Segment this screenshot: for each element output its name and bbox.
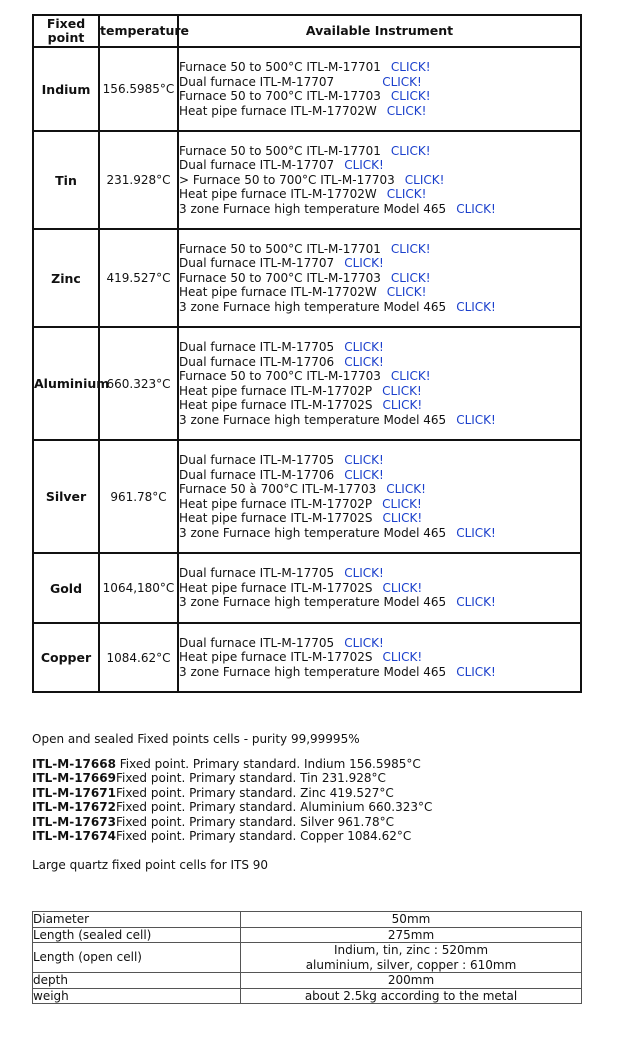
fixed-point-temperature: 156.5985°C [99,47,178,131]
click-link[interactable]: CLICK! [344,158,384,173]
quartz-title: Large quartz fixed point cells for ITS 90 [32,858,269,872]
fixed-point-temperature: 1084.62°C [99,623,178,692]
spec-value-line: Indium, tin, zinc : 520mm [333,943,489,957]
instrument-item [179,355,580,370]
fixed-points-table [32,14,582,693]
reference-item [32,771,432,785]
click-link[interactable]: CLICK! [386,103,427,118]
instrument-list [178,440,581,553]
instrument-label: Heat pipe furnace ITL-M-17702W [179,187,377,202]
spec-key: depth [33,973,241,989]
instrument-label: 3 zone Furnace high temperature Model 465 [179,299,447,314]
instrument-label: Heat pipe furnace ITL-M-17702S [179,650,373,665]
instrument-label: Heat pipe furnace ITL-M-17702S [179,580,373,595]
reference-list [32,757,432,843]
instrument-label: Furnace 50 to 700°C ITL-M-17703 [179,270,381,285]
spec-value [241,988,582,1004]
spec-value-line: aluminium, silver, copper : 610mm [305,957,517,972]
instrument-item [179,242,580,257]
instrument-item [179,595,580,610]
spec-key: Length (open cell) [33,943,241,973]
fixed-point-name: Zinc [33,229,99,327]
instrument-label: 3 zone Furnace high temperature Model 465 [179,664,447,679]
instrument-label: Furnace 50 to 700°C ITL-M-17703 [179,369,381,383]
click-link[interactable]: CLICK! [382,580,423,595]
instrument-item [179,581,580,596]
instrument-item [179,468,580,483]
instrument-label: Furnace 50 to 500°C ITL-M-17701 [179,60,381,74]
click-link[interactable]: CLICK! [390,143,431,158]
instrument-item [179,256,580,271]
fixed-point-temperature: 1064,180°C [99,553,178,623]
instrument-item [179,511,580,526]
table-header-row [33,15,581,47]
instrument-item [179,187,580,202]
click-link[interactable]: CLICK! [344,340,384,354]
instrument-label: Heat pipe furnace ITL-M-17702W [179,285,377,300]
fixed-point-temperature: 419.527°C [99,229,178,327]
instrument-item [179,60,580,75]
table-row [33,47,581,131]
instrument-list [178,47,581,131]
reference-code: ITL-M-17674 [32,829,116,844]
instrument-list [178,131,581,229]
click-link[interactable]: CLICK! [344,635,384,650]
spec-row [33,943,582,973]
instrument-item [179,482,580,497]
table-row [33,623,581,692]
instrument-label: Dual furnace ITL-M-17707 [179,158,335,173]
reference-description: Fixed point. Primary standard. Silver 961.78°C [115,814,395,829]
reference-item [32,800,432,814]
instrument-item [179,271,580,286]
reference-item [32,815,432,829]
instrument-item [179,75,580,90]
click-link[interactable]: CLICK! [382,511,423,525]
spec-value [241,973,582,989]
click-link[interactable]: CLICK! [344,354,384,369]
instrument-item [179,144,580,159]
spec-row [33,927,582,943]
fixed-point-name: Silver [33,440,99,553]
instrument-item [179,650,580,665]
click-link[interactable]: CLICK! [390,241,431,256]
instrument-label: Furnace 50 à 700°C ITL-M-17703 [179,482,377,496]
spec-row [33,912,582,928]
instrument-item [179,369,580,384]
click-link[interactable]: CLICK! [390,60,431,74]
quartz-spec-table [32,911,582,1004]
header-available-instrument: Available Instrument [178,15,581,47]
instrument-list [178,229,581,327]
spec-value-line: 50mm [391,912,431,926]
spec-value [241,943,582,973]
header-temperature: temperature [99,15,178,47]
click-link[interactable]: CLICK! [456,595,496,610]
instrument-item [179,497,580,512]
click-link[interactable]: CLICK! [390,89,431,103]
fixed-point-temperature: 961.78°C [99,440,178,553]
spec-value [241,927,582,943]
instrument-item [179,300,580,315]
instrument-label: 3 zone Furnace high temperature Model 465 [179,595,447,610]
table-row [33,131,581,229]
click-link[interactable]: CLICK! [390,369,431,383]
instrument-label: Heat pipe furnace ITL-M-17702S [179,511,373,525]
instrument-label: Heat pipe furnace ITL-M-17702P [179,496,373,511]
fixed-point-name: Indium [33,47,99,131]
instrument-label: Dual furnace ITL-M-17705 [179,635,335,650]
instrument-label: Dual furnace ITL-M-17707 [179,256,335,271]
reference-code: ITL-M-17668 [32,757,116,771]
spec-row [33,973,582,989]
instrument-label: Dual furnace ITL-M-17705 [179,453,335,467]
instrument-item [179,636,580,651]
instrument-list [178,553,581,623]
instrument-label: Furnace 50 to 500°C ITL-M-17701 [179,143,381,158]
spec-value [241,912,582,928]
instrument-label: Dual furnace ITL-M-17706 [179,354,335,369]
spec-value-line: 200mm [387,973,435,987]
instrument-item [179,665,580,680]
fixed-point-name: Tin [33,131,99,229]
instrument-item [179,453,580,468]
spec-key: weigh [33,988,241,1004]
instrument-item [179,202,580,217]
instrument-label: Heat pipe furnace ITL-M-17702S [179,398,373,412]
instrument-item [179,89,580,104]
reference-description: Fixed point. Primary standard. Tin 231.928°C [115,771,386,786]
click-link[interactable]: CLICK! [382,496,422,511]
reference-code: ITL-M-17672 [32,800,116,815]
instrument-list [178,623,581,692]
click-link[interactable]: CLICK! [382,74,422,89]
click-link[interactable]: CLICK! [344,256,384,271]
click-link[interactable]: CLICK! [344,566,384,581]
instrument-item [179,340,580,355]
instrument-label: 3 zone Furnace high temperature Model 465 [179,525,447,540]
click-link[interactable]: CLICK! [456,664,496,679]
instrument-label: Heat pipe furnace ITL-M-17702W [179,103,377,118]
click-link[interactable]: CLICK! [456,201,496,216]
click-link[interactable]: CLICK! [386,187,427,202]
table-row [33,229,581,327]
instrument-item [179,398,580,413]
reference-code: ITL-M-17673 [32,814,116,829]
fixed-point-name: Aluminium [33,327,99,440]
click-link[interactable]: CLICK! [456,525,496,540]
click-link[interactable]: CLICK! [382,383,422,398]
click-link[interactable]: CLICK! [344,467,384,482]
click-link[interactable]: CLICK! [404,172,445,187]
instrument-item [179,566,580,581]
fixed-point-name: Copper [33,623,99,692]
fixed-point-name: Gold [33,553,99,623]
instrument-item [179,526,580,541]
fixed-point-temperature: 231.928°C [99,131,178,229]
instrument-item [179,173,580,188]
reference-description: Fixed point. Primary standard. Indium 156.5985°C [115,757,421,771]
fixed-point-temperature: 660.323°C [99,327,178,440]
reference-code: ITL-M-17669 [32,771,116,786]
table-row [33,440,581,553]
instrument-label: Heat pipe furnace ITL-M-17702P [179,383,373,398]
click-link[interactable]: CLICK! [386,482,426,496]
instrument-label: > Furnace 50 to 700°C ITL-M-17703 [179,172,395,187]
instrument-label: Furnace 50 to 700°C ITL-M-17703 [179,89,381,103]
instrument-item [179,413,580,428]
click-link[interactable]: CLICK! [382,650,423,665]
spec-key: Diameter [33,912,241,928]
instrument-label: 3 zone Furnace high temperature Model 465 [179,201,447,216]
instrument-item [179,158,580,173]
instrument-item [179,104,580,119]
instrument-label: Dual furnace ITL-M-17706 [179,467,335,482]
spec-row [33,988,582,1004]
click-link[interactable]: CLICK! [456,412,496,427]
table-row [33,553,581,623]
reference-item [32,757,432,771]
click-link[interactable]: CLICK! [344,453,384,467]
instrument-label: 3 zone Furnace high temperature Model 465 [179,412,447,427]
spec-key: Length (sealed cell) [33,927,241,943]
table-row [33,327,581,440]
instrument-label: Furnace 50 to 500°C ITL-M-17701 [179,241,381,256]
reference-code: ITL-M-17671 [32,785,116,800]
click-link[interactable]: CLICK! [456,299,496,314]
reference-item [32,786,432,800]
reference-description: Fixed point. Primary standard. Zinc 419.527°C [115,785,394,800]
instrument-label: Dual furnace ITL-M-17705 [179,340,335,354]
header-fixed-point: Fixed point [33,15,99,47]
instrument-item [179,285,580,300]
reference-description: Fixed point. Primary standard. Copper 1084.62°C [115,829,412,844]
reference-description: Fixed point. Primary standard. Aluminium 660.323°C [115,800,433,815]
instrument-list [178,327,581,440]
cells-intro: Open and sealed Fixed points cells - purity 99,99995% [32,732,360,746]
spec-value-line: about 2.5kg according to the metal [304,988,518,1003]
click-link[interactable]: CLICK! [386,285,427,300]
click-link[interactable]: CLICK! [382,398,423,412]
click-link[interactable]: CLICK! [390,270,431,285]
instrument-label: Dual furnace ITL-M-17707 [179,74,335,89]
reference-item [32,829,432,843]
spec-value-line: 275mm [387,927,435,942]
instrument-label: Dual furnace ITL-M-17705 [179,566,335,581]
instrument-item [179,384,580,399]
